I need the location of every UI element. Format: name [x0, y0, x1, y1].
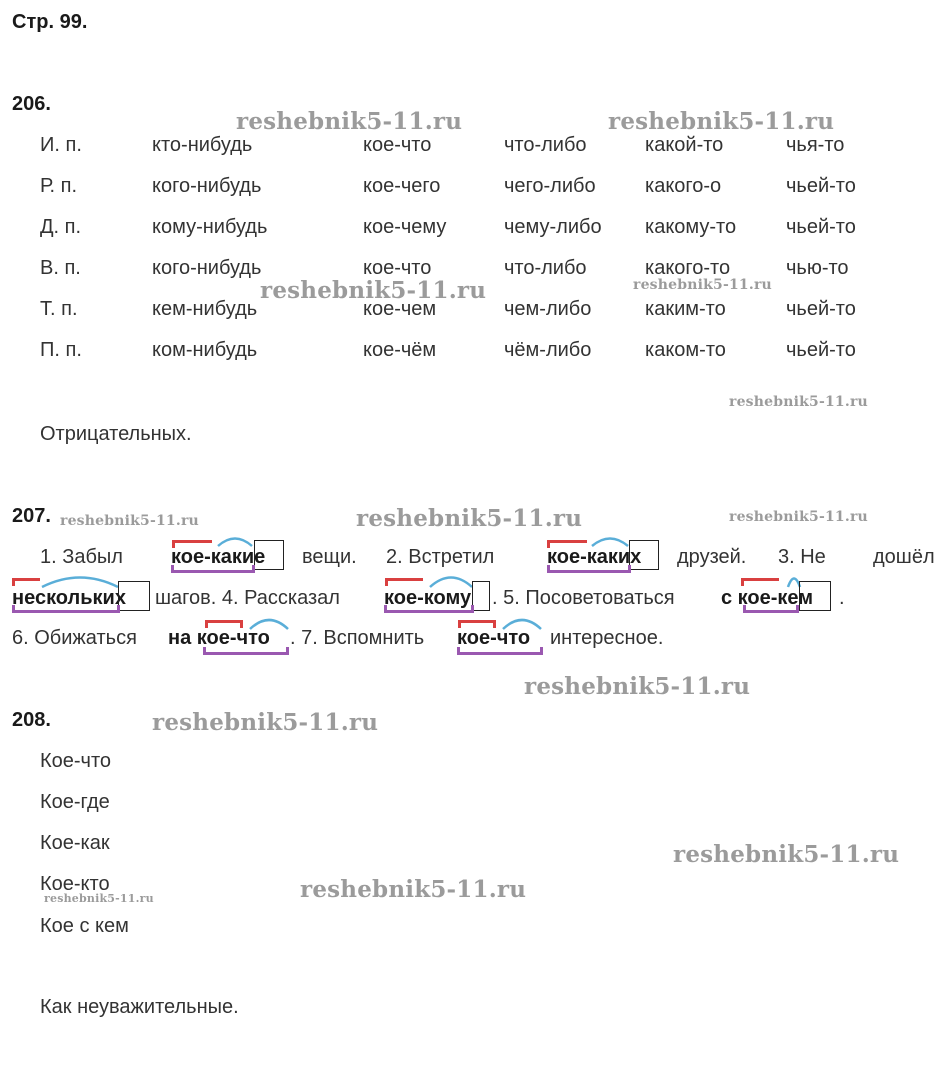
table-cell: что-либо: [504, 134, 587, 156]
list-item: Кое-кто: [40, 873, 110, 895]
case-label: Д. п.: [40, 216, 82, 238]
highlighted-word: кое-кому: [384, 587, 472, 609]
exercise-number-208: 208.: [12, 709, 51, 731]
watermark: reshebnik5-11.ru: [60, 513, 199, 529]
watermark: reshebnik5-11.ru: [236, 108, 463, 135]
list-item: Кое с кем: [40, 915, 129, 937]
watermark: reshebnik5-11.ru: [44, 892, 154, 905]
watermark: reshebnik5-11.ru: [152, 709, 379, 736]
table-cell: кое-что: [363, 257, 432, 279]
table-cell: кое-чему: [363, 216, 447, 238]
table-cell: чьей-то: [786, 175, 856, 197]
page-title: Стр. 99.: [12, 11, 88, 33]
table-cell: чьей-то: [786, 298, 856, 320]
case-label: Р. п.: [40, 175, 78, 197]
table-cell: что-либо: [504, 257, 587, 279]
case-label: И. п.: [40, 134, 82, 156]
table-cell: чем-либо: [504, 298, 592, 320]
watermark: reshebnik5-11.ru: [356, 505, 583, 532]
list-item: Кое-как: [40, 832, 110, 854]
sentence-text: 2. Встретил: [386, 546, 495, 568]
list-item: Кое-где: [40, 791, 110, 813]
table-cell: чью-то: [786, 257, 849, 279]
sentence-text: вещи.: [302, 546, 357, 568]
answer-208: Как неуважительные.: [40, 996, 239, 1018]
sentence-text: интересное.: [550, 627, 664, 649]
prefix-mark: [741, 578, 779, 586]
table-cell: чём-либо: [504, 339, 592, 361]
table-cell: каким-то: [645, 298, 726, 320]
root-arc: [40, 572, 120, 588]
table-cell: кем-нибудь: [152, 298, 258, 320]
watermark: reshebnik5-11.ru: [260, 277, 487, 304]
table-cell: чья-то: [786, 134, 845, 156]
table-cell: кто-нибудь: [152, 134, 253, 156]
sentence-text: .: [839, 587, 845, 609]
table-cell: кое-что: [363, 134, 432, 156]
table-cell: кого-нибудь: [152, 175, 262, 197]
sentence-text: 1. Забыл: [40, 546, 123, 568]
prefix-mark: [385, 578, 423, 586]
root-arc: [428, 572, 474, 588]
case-label: П. п.: [40, 339, 82, 361]
root-arc: [786, 572, 802, 588]
case-label: В. п.: [40, 257, 81, 279]
ending-box: [472, 581, 490, 611]
table-cell: какого-о: [645, 175, 722, 197]
exercise-number-206: 206.: [12, 93, 51, 115]
highlighted-word: с кое-кем: [721, 587, 814, 609]
sentence-text: 3. Не: [778, 546, 826, 568]
watermark: reshebnik5-11.ru: [608, 108, 835, 135]
highlighted-word: нескольких: [12, 587, 126, 609]
highlighted-word: кое-какие: [171, 546, 266, 568]
highlighted-word: кое-что: [457, 627, 531, 649]
sentence-text: . 7. Вспомнить: [290, 627, 425, 649]
table-cell: кое-чего: [363, 175, 441, 197]
table-cell: кого-нибудь: [152, 257, 262, 279]
table-cell: каком-то: [645, 339, 726, 361]
table-cell: кое-чем: [363, 298, 437, 320]
highlighted-word: на кое-что: [168, 627, 270, 649]
watermark: reshebnik5-11.ru: [673, 841, 900, 868]
watermark: reshebnik5-11.ru: [729, 509, 868, 525]
table-cell: чьей-то: [786, 339, 856, 361]
highlighted-word: кое-каких: [547, 546, 642, 568]
table-cell: ком-нибудь: [152, 339, 258, 361]
table-cell: чего-либо: [504, 175, 596, 197]
watermark: reshebnik5-11.ru: [300, 876, 527, 903]
list-item: Кое-что: [40, 750, 112, 772]
table-cell: чьей-то: [786, 216, 856, 238]
table-cell: какой-то: [645, 134, 724, 156]
sentence-text: друзей.: [677, 546, 747, 568]
table-cell: какого-то: [645, 257, 731, 279]
root-arc: [590, 533, 630, 547]
table-cell: кое-чём: [363, 339, 437, 361]
sentence-text: . 5. Посоветоваться: [492, 587, 675, 609]
case-label: Т. п.: [40, 298, 78, 320]
exercise-number-207: 207.: [12, 505, 51, 527]
table-cell: чему-либо: [504, 216, 602, 238]
sentence-text: 6. Обижаться: [12, 627, 137, 649]
sentence-text: дошёл: [873, 546, 935, 568]
answer-206: Отрицательных.: [40, 423, 192, 445]
table-cell: кому-нибудь: [152, 216, 268, 238]
watermark: reshebnik5-11.ru: [524, 673, 751, 700]
watermark: reshebnik5-11.ru: [633, 277, 772, 293]
sentence-text: шагов. 4. Рассказал: [155, 587, 340, 609]
watermark: reshebnik5-11.ru: [729, 394, 868, 410]
table-cell: какому-то: [645, 216, 737, 238]
prefix-mark: [12, 578, 40, 586]
root-arc: [216, 533, 254, 547]
